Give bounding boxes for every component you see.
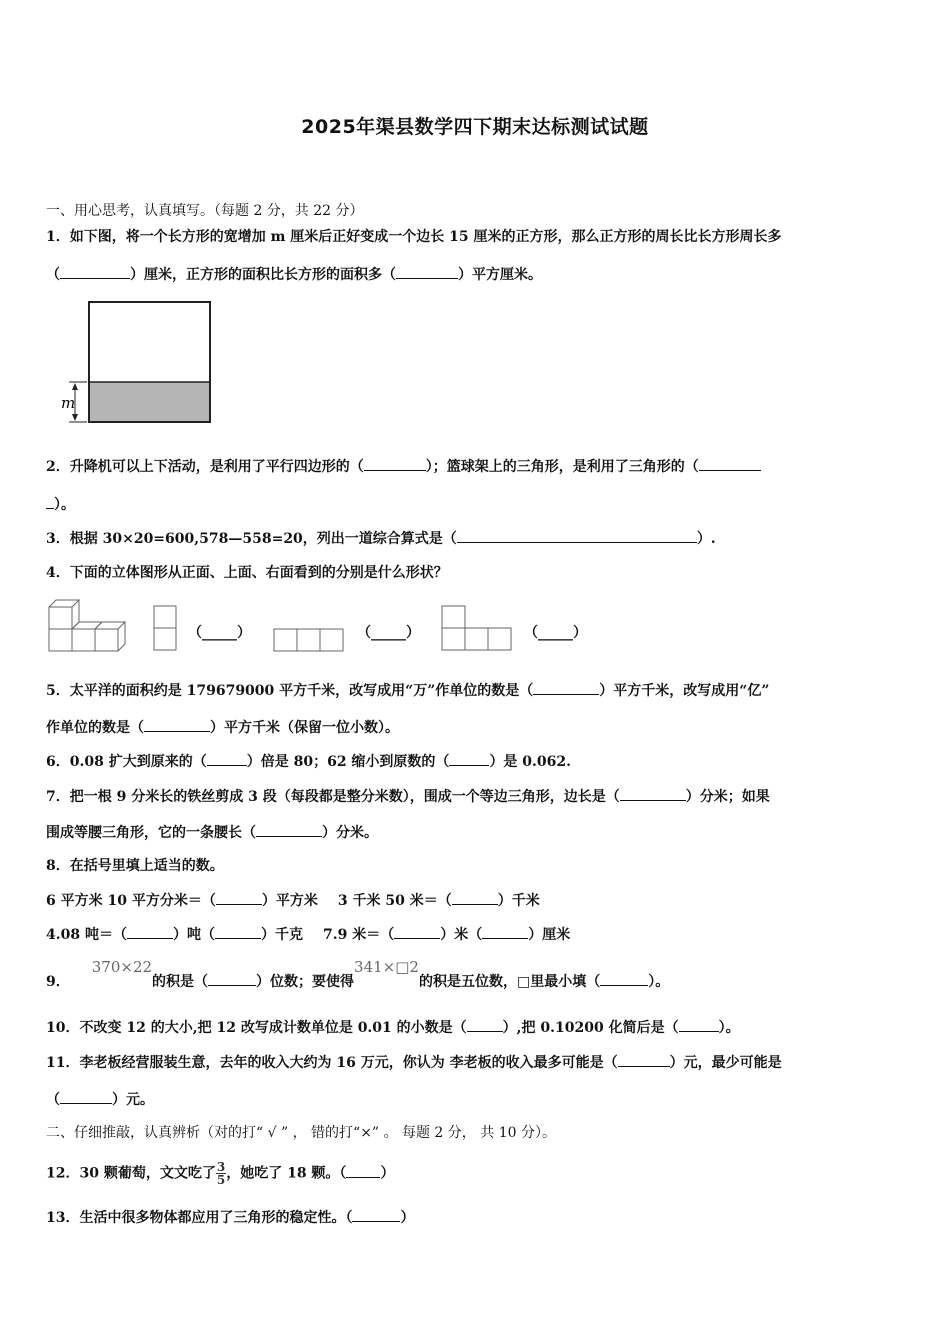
q9-text-c: 的积是五位数，□里最小填（ [418, 974, 601, 990]
q13-blank[interactable] [352, 1208, 400, 1222]
q9-blank-2[interactable] [600, 972, 648, 986]
page-title: 2025年渠县数学四下期末达标测试试题 [301, 116, 649, 138]
q9-text-d: ）。 [648, 974, 670, 990]
q8-text-i: ）米（ [440, 927, 483, 943]
view-front-figure [150, 604, 180, 654]
q8-blank-4[interactable] [215, 925, 261, 939]
q2-text-b: ）；篮球架上的三角形，是利用了三角形的（ [425, 459, 699, 475]
q6-blank-2[interactable] [449, 752, 489, 766]
q3-text-b: ）. [696, 531, 716, 547]
q8-blank-6[interactable] [482, 925, 528, 939]
shaded-strip [89, 382, 210, 422]
q8-text-d: ）千米 [497, 893, 540, 909]
q7-text-a: 7．把一根 9 分米长的铁丝剪成 3 段（每段都是整分米数），围成一个等边三角形，边长是（ [46, 789, 620, 805]
q8-blank-5[interactable] [394, 925, 440, 939]
section-1-heading: 一、用心思考，认真填写。（每题 2 分，共 22 分） [46, 203, 364, 219]
q8-text-j: ）厘米 [528, 927, 571, 943]
q1-open-paren: （ [46, 267, 60, 283]
q8-text-f: ）吨（ [172, 927, 215, 943]
q6-text-a: 6．0.08 扩大到原来的（ [46, 754, 207, 770]
question-8: 8．在括号里填上适当的数。 [46, 858, 224, 874]
q13-text-a: 13．生活中很多物体都应用了三角形的稳定性。（ [46, 1210, 353, 1226]
arrow-up-icon [72, 383, 78, 390]
q11-blank-2[interactable] [60, 1090, 112, 1104]
q11-text-d: ）元。 [112, 1092, 154, 1108]
q5-text-d: ）平方千米（保留一位小数）。 [210, 720, 399, 736]
q9-number: 9． [46, 974, 70, 990]
q9-expression-2: 341×□2 [354, 958, 419, 976]
q11-text-c: （ [46, 1092, 60, 1108]
q4-answer-3[interactable]: （_____） [524, 625, 587, 641]
q2-text-a: 2．升降机可以上下活动，是利用了平行四边形的（ [46, 459, 364, 475]
q5-text-c: 作单位的数是（ [46, 720, 144, 736]
q6-text-c: ）是 0.062. [489, 754, 572, 770]
q9-expression-1: 370×22 [91, 958, 153, 976]
q12-fraction-numerator: 3 [216, 1160, 226, 1174]
dimension-label-m: m [61, 394, 76, 412]
section-2-heading: 二、仔细推敲，认真辨析（对的打“ √ ” ， 错的打“×” 。 每题 2 分， 共 10 分）。 [46, 1125, 556, 1141]
q8-text-g: ）千克 [260, 927, 303, 943]
q11-text-b: ）元，最少可能是 [669, 1055, 782, 1071]
question-2-line-1 [46, 457, 761, 476]
arrow-down-icon [72, 414, 78, 421]
question-7-line-1 [46, 787, 770, 806]
question-10 [46, 1018, 740, 1037]
question-1-line-2 [46, 265, 542, 284]
question-8-row-2 [46, 925, 570, 944]
question-2-line-2 [46, 495, 75, 514]
q10-text-c: ）。 [718, 1020, 740, 1036]
question-9 [46, 958, 670, 991]
question-8-row-1 [46, 891, 540, 910]
q12-text-a: 12．30 颗葡萄，文文吃了 [46, 1165, 216, 1182]
question-3 [46, 529, 716, 548]
q12-text-b: ，她吃了 18 颗。（ [226, 1165, 347, 1182]
q11-text-a: 11．李老板经营服装生意，去年的收入大约为 16 万元，你认为 李老板的收入最多可能是（ [46, 1055, 618, 1071]
question-4: 4．下面的立体图形从正面、上面、右面看到的分别是什么形状？ [46, 565, 448, 581]
q7-text-d: ）分米。 [322, 825, 378, 841]
q7-blank-2[interactable] [256, 823, 322, 837]
q3-blank[interactable] [457, 529, 697, 543]
q8-text-c: 3 千米 50 米＝（ [337, 893, 452, 909]
q6-blank-1[interactable] [207, 752, 247, 766]
q9-text-b: ）位数；要使得 [256, 974, 355, 990]
q5-text-a: 5．太平洋的面积约是 179679000 平方千米，改写成用“万”作单位的数是（ [46, 683, 534, 699]
q2-text-c: ）。 [54, 497, 75, 513]
q10-text-b: ）,把 0.10200 化简后是（ [502, 1020, 679, 1036]
q12-text-c: ） [380, 1165, 395, 1182]
question-6 [46, 752, 571, 771]
q1-blank-1[interactable] [60, 265, 130, 279]
q8-text-h: 7.9 米＝（ [322, 927, 395, 943]
q8-text-e: 4.08 吨＝（ [46, 927, 127, 943]
q1-text-end: ）平方厘米。 [458, 267, 542, 283]
question-5-line-2 [46, 718, 399, 737]
q7-text-b: ）分米；如果 [685, 789, 770, 805]
q4-answer-1[interactable]: （_____） [188, 625, 251, 641]
q4-answer-2[interactable]: （_____） [357, 625, 420, 641]
q12-fraction-denominator: 5 [216, 1173, 226, 1187]
q1-blank-2[interactable] [396, 265, 458, 279]
cube-solid-figure [46, 598, 128, 656]
question-1-line-1: 1．如下图，将一个长方形的宽增加 m 厘米后正好变成一个边长 15 厘米的正方形，那么正方形的周长比长方形周长多 [46, 229, 782, 245]
q10-blank-2[interactable] [679, 1018, 719, 1032]
q8-blank-3[interactable] [127, 925, 173, 939]
q8-text-a: 6 平方米 10 平方分米＝（ [46, 893, 216, 909]
q11-blank-1[interactable] [618, 1053, 670, 1067]
q3-text-a: 3．根据 30×20=600,578—558=20，列出一道综合算式是（ [46, 531, 457, 547]
q13-text-b: ） [400, 1210, 415, 1226]
q5-blank-2[interactable] [144, 718, 210, 732]
q8-blank-2[interactable] [452, 891, 498, 905]
q9-text-a: 的积是（ [152, 974, 209, 990]
q6-text-b: ）倍是 80；62 缩小到原数的（ [246, 754, 450, 770]
q9-blank-1[interactable] [208, 972, 256, 986]
q2-blank-2[interactable] [699, 457, 761, 471]
question-5-line-1 [46, 681, 769, 700]
q1-text-mid: ）厘米，正方形的面积比长方形的面积多（ [130, 267, 396, 283]
q12-fraction [216, 1161, 226, 1186]
q5-text-b: ）平方千米，改写成用“亿” [599, 683, 770, 699]
question-12 [46, 1161, 394, 1186]
q2-blank-1[interactable] [364, 457, 426, 471]
q8-blank-1[interactable] [216, 891, 262, 905]
q2-blank-2-cont[interactable] [46, 495, 54, 509]
q5-blank-1[interactable] [533, 681, 599, 695]
question-11-line-2 [46, 1090, 154, 1109]
q10-text-a: 10．不改变 12 的大小,把 12 改写成计数单位是 0.01 的小数是（ [46, 1020, 467, 1036]
view-top-figure [272, 626, 346, 654]
question-7-line-2 [46, 823, 378, 842]
question-13 [46, 1208, 414, 1227]
q10-blank-1[interactable] [467, 1018, 503, 1032]
q7-blank-1[interactable] [620, 787, 686, 801]
q8-text-b: ）平方米 [261, 893, 318, 909]
q7-text-c: 围成等腰三角形，它的一条腰长（ [46, 825, 256, 841]
q12-blank[interactable] [346, 1164, 380, 1178]
question-11-line-1 [46, 1053, 782, 1072]
rectangle-figure [55, 298, 220, 430]
view-right-figure [438, 604, 514, 654]
